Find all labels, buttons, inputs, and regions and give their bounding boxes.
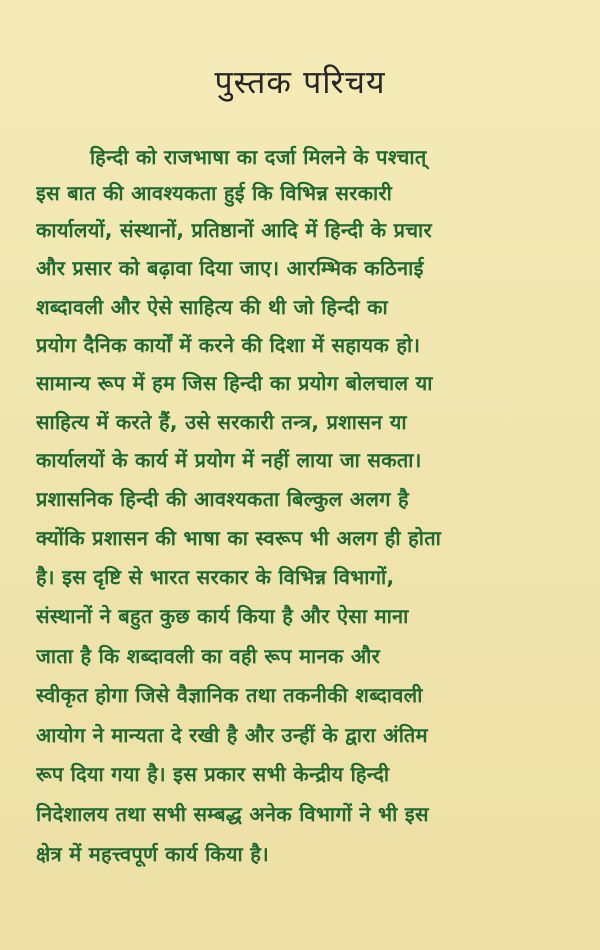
text-line: आयोग ने मान्यता दे रखी है और उन्हीं के द्वारा अंतिम: [36, 723, 428, 747]
text-line: कार्यालयों के कार्य में प्रयोग में नहीं लाया जा सकता।: [36, 448, 422, 472]
text-line: प्रशासनिक हिन्दी की आवश्यकता बिल्कुल अलग है: [36, 487, 409, 511]
text-line: क्षेत्र में महत्त्वपूर्ण कार्य किया है।: [36, 842, 270, 866]
text-line: इस बात की आवश्यकता हुई कि विभिन्न सरकारी: [36, 181, 393, 205]
text-line: रूप दिया गया है। इस प्रकार सभी केन्द्रीय हिन्दी: [36, 762, 390, 786]
text-line: हिन्दी को राजभाषा का दर्जा मिलने के पश्चात्: [90, 145, 427, 169]
text-line: जाता है कि शब्दावली का वही रूप मानक और: [36, 644, 381, 668]
page-title: पुस्तक परिचय: [214, 63, 386, 101]
text-line: है। इस दृष्टि से भारत सरकार के विभिन्न विभागों,: [36, 565, 395, 589]
text-line: प्रयोग दैनिक कार्यों में करने की दिशा में सहायक हो।: [36, 333, 421, 357]
text-line: संस्थानों ने बहुत कुछ कार्य किया है और ऐसा माना: [36, 604, 409, 628]
text-line: निदेशालय तथा सभी सम्बद्ध अनेक विभागों ने भी इस: [36, 802, 429, 826]
text-line: शब्दावली और ऐसे साहित्य की थी जो हिन्दी का: [36, 295, 388, 319]
text-line: क्योंकि प्रशासन की भाषा का स्वरूप भी अलग ही होता: [36, 526, 442, 550]
text-line: कार्यालयों, संस्थानों, प्रतिष्ठानों आदि में हिन्दी के प्रचार: [36, 218, 433, 242]
text-line: साहित्य में करते हैं, उसे सरकारी तन्त्र, प्रशासन या: [36, 410, 407, 434]
text-line: सामान्य रूप में हम जिस हिन्दी का प्रयोग बोलचाल या: [36, 371, 433, 395]
text-line: और प्रसार को बढ़ावा दिया जाए। आरम्भिक कठिनाई: [36, 256, 424, 280]
text-line: स्वीकृत होगा जिसे वैज्ञानिक तथा तकनीकी शब्दावली: [36, 683, 423, 707]
